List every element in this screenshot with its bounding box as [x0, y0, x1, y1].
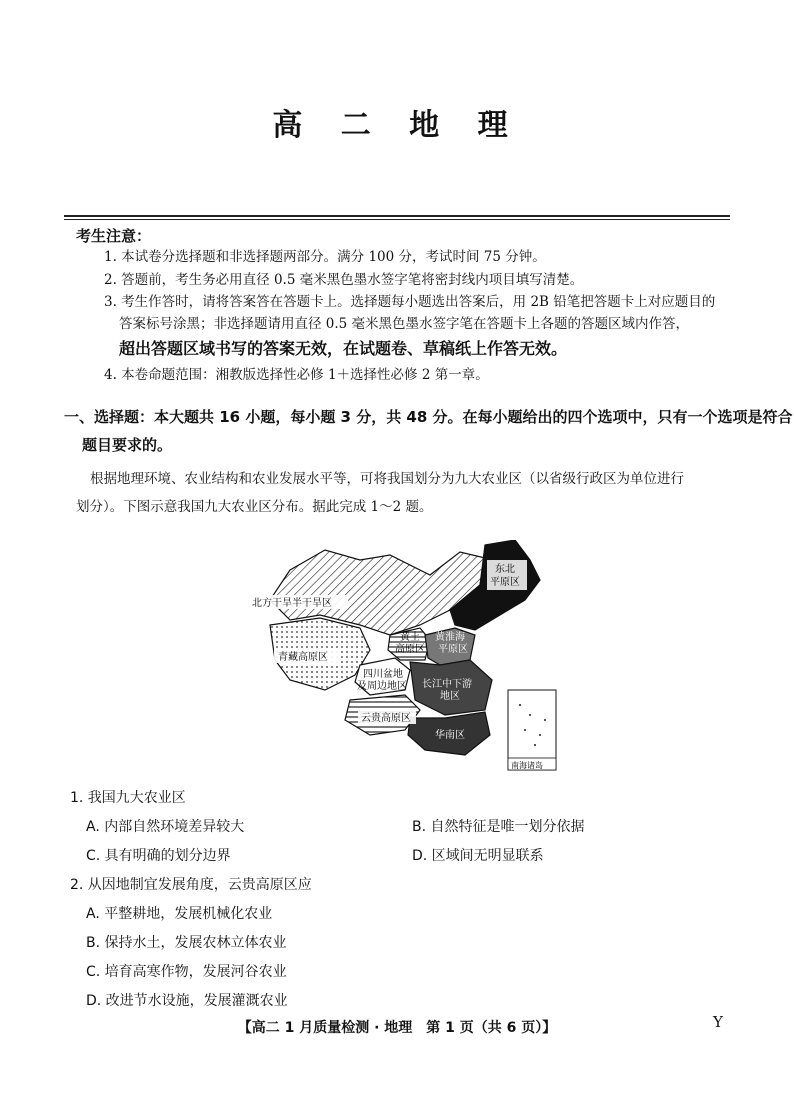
header-rule-thick	[64, 215, 730, 217]
section-heading-cont: 题目要求的。	[82, 436, 173, 454]
label-inset: 南海诸岛	[511, 761, 543, 770]
question-2-option-c[interactable]: C. 培育高寒作物，发展河谷农业	[86, 964, 287, 980]
label-yungui: 云贵高原区	[361, 713, 411, 724]
label-loess-1: 黄土	[400, 632, 420, 643]
question-1-option-d[interactable]: D. 区域间无明显联系	[412, 848, 544, 864]
page-footer: 【高二 1 月质量检测 · 地理 第 1 页（共 6 页）】	[237, 1020, 557, 1036]
notice-item-3-bold: 超出答题区域书写的答案无效，在试题卷、草稿纸上作答无效。	[119, 339, 568, 358]
corner-mark: Y	[713, 1013, 723, 1031]
question-1-option-a[interactable]: A. 内部自然环境差异较大	[86, 819, 245, 835]
notice-item-4: 4. 本卷命题范围：湘教版选择性必修 1＋选择性必修 2 第一章。	[104, 367, 489, 383]
question-2-stem: 2. 从因地制宜发展角度，云贵高原区应	[70, 877, 312, 893]
label-huang-1: 黄淮海	[435, 632, 465, 643]
question-2-option-b[interactable]: B. 保持水土，发展农林立体农业	[86, 935, 287, 951]
label-north-arid: 北方干旱半干旱区	[252, 598, 332, 609]
page-title: 高 二 地 理	[272, 108, 522, 143]
label-northeast-1: 东北	[495, 564, 515, 575]
label-south: 华南区	[435, 730, 465, 741]
label-sichuan-1: 四川盆地	[363, 669, 403, 680]
header-rule-thin	[64, 219, 730, 220]
section-heading: 一、选择题：本大题共 16 小题，每小题 3 分，共 48 分。在每小题给出的四个选项中，只有一个选项是符合	[64, 408, 793, 426]
label-yangtze-1: 长江中下游	[422, 679, 472, 690]
notice-item-2: 2. 答题前，考生务必用直径 0.5 毫米黑色墨水签字笔将密封线内项目填写清楚。	[104, 272, 584, 288]
notice-heading: 考生注意：	[76, 227, 152, 245]
agriculture-region-map	[230, 540, 560, 780]
label-huang-2: 平原区	[438, 644, 468, 655]
notice-item-3-cont: 答案标号涂黑；非选择题请用直径 0.5 毫米黑色墨水签字笔在答题卡上各题的答题区域内作答，	[119, 316, 690, 332]
question-1-stem: 1. 我国九大农业区	[70, 790, 186, 806]
label-yangtze-2: 地区	[440, 691, 460, 702]
passage-line-1: 根据地理环境、农业结构和农业发展水平等，可将我国划分为九大农业区（以省级行政区为单位进行	[90, 471, 684, 487]
label-loess-2: 高原区	[395, 644, 425, 655]
label-northeast-2: 平原区	[490, 577, 520, 588]
question-2-option-d[interactable]: D. 改进节水设施，发展灌溉农业	[86, 993, 288, 1009]
question-1-option-c[interactable]: C. 具有明确的划分边界	[86, 848, 231, 864]
question-2-option-a[interactable]: A. 平整耕地，发展机械化农业	[86, 906, 273, 922]
label-tibet: 青藏高原区	[278, 652, 328, 663]
notice-item-3: 3. 考生作答时，请将答案答在答题卡上。选择题每小题选出答案后，用 2B 铅笔把答题卡上对应题目的	[104, 294, 716, 310]
passage-line-2: 划分）。下图示意我国九大农业区分布。据此完成 1～2 题。	[76, 499, 433, 515]
question-1-option-b[interactable]: B. 自然特征是唯一划分依据	[412, 819, 585, 835]
label-sichuan-2: 及周边地区	[357, 681, 407, 692]
notice-item-1: 1. 本试卷分选择题和非选择题两部分。满分 100 分，考试时间 75 分钟。	[104, 249, 546, 265]
